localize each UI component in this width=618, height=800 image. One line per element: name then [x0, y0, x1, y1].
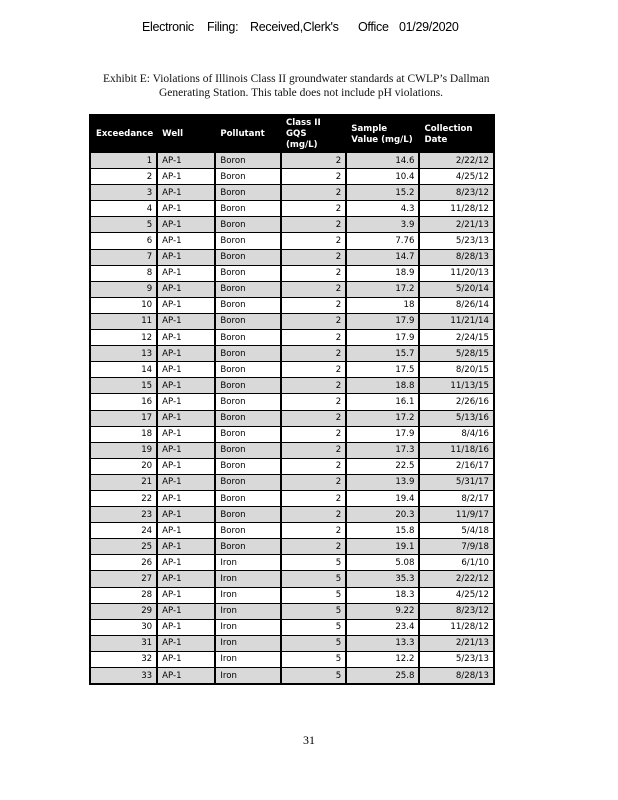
table-body	[90, 153, 494, 684]
cell-well: AP-1	[157, 394, 215, 410]
cell-sample-value: 10.4	[346, 169, 419, 185]
cell-pollutant: Iron	[215, 587, 281, 603]
cell-well: AP-1	[157, 362, 215, 378]
cell-well: AP-1	[157, 281, 215, 297]
table-row	[90, 394, 494, 410]
table-row	[90, 233, 494, 249]
cell-pollutant: Boron	[215, 394, 281, 410]
table-row	[90, 169, 494, 185]
cell-exceedance: 10	[90, 297, 157, 313]
table-row	[90, 490, 494, 506]
cell-exceedance: 7	[90, 249, 157, 265]
cell-well: AP-1	[157, 313, 215, 329]
filing-stamp-word-filing: Filing:	[207, 20, 239, 34]
cell-gqs: 2	[281, 362, 346, 378]
header-well	[157, 115, 215, 153]
cell-pollutant: Boron	[215, 201, 281, 217]
cell-well: AP-1	[157, 442, 215, 458]
header-sample-value	[346, 115, 419, 153]
cell-collection-date: 5/4/18	[419, 523, 494, 539]
cell-pollutant: Boron	[215, 330, 281, 346]
table-row	[90, 346, 494, 362]
cell-well: AP-1	[157, 668, 215, 685]
cell-well: AP-1	[157, 153, 215, 169]
cell-gqs: 2	[281, 539, 346, 555]
header-gqs-line1: Class II GQS	[285, 118, 321, 139]
cell-collection-date: 2/21/13	[419, 635, 494, 651]
cell-pollutant: Boron	[215, 539, 281, 555]
filing-stamp-word-electronic: Electronic	[142, 20, 194, 34]
cell-pollutant: Iron	[215, 571, 281, 587]
cell-collection-date: 8/20/15	[419, 362, 494, 378]
cell-sample-value: 14.6	[346, 153, 419, 169]
cell-well: AP-1	[157, 555, 215, 571]
cell-gqs: 2	[281, 169, 346, 185]
cell-exceedance: 26	[90, 555, 157, 571]
cell-sample-value: 15.7	[346, 346, 419, 362]
cell-gqs: 5	[281, 603, 346, 619]
cell-well: AP-1	[157, 426, 215, 442]
table-row	[90, 426, 494, 442]
cell-pollutant: Boron	[215, 490, 281, 506]
table-row	[90, 217, 494, 233]
cell-sample-value: 18.3	[346, 587, 419, 603]
cell-gqs: 2	[281, 297, 346, 313]
table-row	[90, 635, 494, 651]
cell-pollutant: Boron	[215, 153, 281, 169]
table-row	[90, 474, 494, 490]
cell-gqs: 2	[281, 281, 346, 297]
cell-well: AP-1	[157, 651, 215, 667]
cell-exceedance: 33	[90, 668, 157, 685]
cell-pollutant: Boron	[215, 523, 281, 539]
filing-stamp-word-office: Office	[358, 20, 389, 34]
cell-collection-date: 8/28/13	[419, 249, 494, 265]
cell-gqs: 2	[281, 394, 346, 410]
cell-gqs: 5	[281, 651, 346, 667]
exceedance-table	[89, 114, 495, 685]
header-exceedance	[90, 115, 157, 153]
header-exceedance-label: Exceedance	[96, 129, 154, 139]
cell-collection-date: 11/18/16	[419, 442, 494, 458]
cell-well: AP-1	[157, 523, 215, 539]
cell-well: AP-1	[157, 249, 215, 265]
cell-sample-value: 23.4	[346, 619, 419, 635]
header-gqs-line2: (mg/L)	[285, 140, 318, 150]
cell-collection-date: 8/23/12	[419, 185, 494, 201]
table-row	[90, 539, 494, 555]
table-row	[90, 619, 494, 635]
cell-sample-value: 19.4	[346, 490, 419, 506]
cell-pollutant: Iron	[215, 668, 281, 685]
cell-exceedance: 2	[90, 169, 157, 185]
cell-exceedance: 20	[90, 458, 157, 474]
cell-exceedance: 6	[90, 233, 157, 249]
cell-collection-date: 8/2/17	[419, 490, 494, 506]
cell-exceedance: 18	[90, 426, 157, 442]
cell-pollutant: Boron	[215, 313, 281, 329]
cell-sample-value: 13.9	[346, 474, 419, 490]
cell-sample-value: 7.76	[346, 233, 419, 249]
cell-gqs: 2	[281, 313, 346, 329]
table-row	[90, 651, 494, 667]
cell-sample-value: 17.5	[346, 362, 419, 378]
header-collection-date	[419, 115, 494, 153]
cell-pollutant: Boron	[215, 474, 281, 490]
cell-pollutant: Boron	[215, 281, 281, 297]
cell-well: AP-1	[157, 587, 215, 603]
caption-line-1: Exhibit E: Violations of Illinois Class II groundwater standards at CWLP’s Dallman	[103, 73, 490, 85]
cell-exceedance: 24	[90, 523, 157, 539]
cell-exceedance: 29	[90, 603, 157, 619]
table-row	[90, 587, 494, 603]
cell-gqs: 2	[281, 410, 346, 426]
cell-sample-value: 4.3	[346, 201, 419, 217]
cell-pollutant: Iron	[215, 603, 281, 619]
cell-sample-value: 14.7	[346, 249, 419, 265]
cell-exceedance: 19	[90, 442, 157, 458]
caption-line-2: Generating Station. This table does not include pH violations.	[159, 87, 444, 99]
table-row	[90, 330, 494, 346]
cell-well: AP-1	[157, 635, 215, 651]
cell-sample-value: 22.5	[346, 458, 419, 474]
cell-exceedance: 25	[90, 539, 157, 555]
cell-gqs: 5	[281, 668, 346, 685]
cell-gqs: 2	[281, 378, 346, 394]
cell-exceedance: 12	[90, 330, 157, 346]
cell-exceedance: 22	[90, 490, 157, 506]
cell-pollutant: Boron	[215, 217, 281, 233]
cell-collection-date: 11/21/14	[419, 313, 494, 329]
cell-gqs: 5	[281, 635, 346, 651]
cell-collection-date: 11/28/12	[419, 201, 494, 217]
cell-well: AP-1	[157, 539, 215, 555]
header-date-line1: Collection	[424, 123, 473, 134]
cell-pollutant: Iron	[215, 555, 281, 571]
cell-gqs: 2	[281, 201, 346, 217]
table-row	[90, 442, 494, 458]
cell-collection-date: 5/31/17	[419, 474, 494, 490]
table-row	[90, 297, 494, 313]
cell-gqs: 2	[281, 185, 346, 201]
cell-exceedance: 13	[90, 346, 157, 362]
cell-sample-value: 17.9	[346, 330, 419, 346]
cell-pollutant: Boron	[215, 442, 281, 458]
cell-collection-date: 8/28/13	[419, 668, 494, 685]
cell-collection-date: 5/20/14	[419, 281, 494, 297]
cell-pollutant: Boron	[215, 378, 281, 394]
cell-exceedance: 32	[90, 651, 157, 667]
cell-well: AP-1	[157, 410, 215, 426]
table-row	[90, 555, 494, 571]
exhibit-caption	[103, 72, 533, 100]
cell-sample-value: 35.3	[346, 571, 419, 587]
table-row	[90, 571, 494, 587]
cell-gqs: 5	[281, 555, 346, 571]
cell-sample-value: 15.8	[346, 523, 419, 539]
cell-collection-date: 8/4/16	[419, 426, 494, 442]
table-header	[90, 115, 494, 153]
table-row	[90, 410, 494, 426]
cell-pollutant: Boron	[215, 410, 281, 426]
cell-well: AP-1	[157, 330, 215, 346]
cell-gqs: 2	[281, 474, 346, 490]
cell-well: AP-1	[157, 201, 215, 217]
cell-exceedance: 27	[90, 571, 157, 587]
cell-collection-date: 11/28/12	[419, 619, 494, 635]
cell-exceedance: 14	[90, 362, 157, 378]
cell-sample-value: 13.3	[346, 635, 419, 651]
cell-collection-date: 2/16/17	[419, 458, 494, 474]
cell-collection-date: 6/1/10	[419, 555, 494, 571]
cell-exceedance: 4	[90, 201, 157, 217]
cell-well: AP-1	[157, 346, 215, 362]
cell-sample-value: 5.08	[346, 555, 419, 571]
cell-pollutant: Iron	[215, 635, 281, 651]
cell-well: AP-1	[157, 169, 215, 185]
cell-gqs: 2	[281, 346, 346, 362]
cell-sample-value: 3.9	[346, 217, 419, 233]
table-row	[90, 313, 494, 329]
header-sample-line1: Sample	[351, 123, 388, 134]
cell-gqs: 2	[281, 330, 346, 346]
table-row	[90, 281, 494, 297]
cell-collection-date: 2/24/15	[419, 330, 494, 346]
cell-gqs: 5	[281, 587, 346, 603]
cell-well: AP-1	[157, 265, 215, 281]
cell-exceedance: 30	[90, 619, 157, 635]
cell-sample-value: 9.22	[346, 603, 419, 619]
cell-well: AP-1	[157, 217, 215, 233]
cell-collection-date: 2/26/16	[419, 394, 494, 410]
cell-collection-date: 2/22/12	[419, 571, 494, 587]
cell-pollutant: Boron	[215, 458, 281, 474]
cell-gqs: 2	[281, 265, 346, 281]
cell-well: AP-1	[157, 378, 215, 394]
cell-sample-value: 25.8	[346, 668, 419, 685]
table-row	[90, 458, 494, 474]
cell-collection-date: 5/23/13	[419, 651, 494, 667]
cell-collection-date: 8/26/14	[419, 297, 494, 313]
cell-pollutant: Boron	[215, 297, 281, 313]
cell-pollutant: Boron	[215, 346, 281, 362]
filing-stamp-date: 01/29/2020	[399, 20, 459, 34]
table-row	[90, 362, 494, 378]
cell-exceedance: 11	[90, 313, 157, 329]
cell-well: AP-1	[157, 297, 215, 313]
cell-collection-date: 4/25/12	[419, 587, 494, 603]
cell-well: AP-1	[157, 571, 215, 587]
cell-sample-value: 15.2	[346, 185, 419, 201]
table-row	[90, 523, 494, 539]
filing-stamp-word-received: Received,Clerk's	[250, 20, 339, 34]
cell-gqs: 2	[281, 153, 346, 169]
cell-well: AP-1	[157, 474, 215, 490]
header-gqs	[281, 115, 346, 153]
cell-sample-value: 18.8	[346, 378, 419, 394]
cell-gqs: 2	[281, 507, 346, 523]
cell-exceedance: 5	[90, 217, 157, 233]
table-row	[90, 668, 494, 685]
cell-collection-date: 5/28/15	[419, 346, 494, 362]
cell-collection-date: 4/25/12	[419, 169, 494, 185]
cell-pollutant: Boron	[215, 507, 281, 523]
cell-gqs: 2	[281, 523, 346, 539]
cell-collection-date: 2/21/13	[419, 217, 494, 233]
header-sample-line2: Value (mg/L)	[351, 134, 413, 145]
cell-sample-value: 17.3	[346, 442, 419, 458]
page-number: 31	[303, 733, 315, 747]
cell-collection-date: 11/13/15	[419, 378, 494, 394]
cell-well: AP-1	[157, 185, 215, 201]
header-pollutant-label: Pollutant	[220, 129, 265, 139]
cell-exceedance: 17	[90, 410, 157, 426]
cell-exceedance: 8	[90, 265, 157, 281]
cell-pollutant: Iron	[215, 619, 281, 635]
cell-sample-value: 18	[346, 297, 419, 313]
cell-gqs: 5	[281, 571, 346, 587]
header-date-line2: Date	[424, 134, 448, 145]
table-row	[90, 185, 494, 201]
cell-exceedance: 31	[90, 635, 157, 651]
cell-well: AP-1	[157, 507, 215, 523]
cell-exceedance: 3	[90, 185, 157, 201]
cell-pollutant: Boron	[215, 249, 281, 265]
cell-sample-value: 17.9	[346, 313, 419, 329]
cell-sample-value: 16.1	[346, 394, 419, 410]
cell-well: AP-1	[157, 603, 215, 619]
cell-gqs: 2	[281, 426, 346, 442]
cell-well: AP-1	[157, 458, 215, 474]
table-row	[90, 265, 494, 281]
table-row	[90, 507, 494, 523]
cell-gqs: 2	[281, 233, 346, 249]
cell-sample-value: 20.3	[346, 507, 419, 523]
cell-exceedance: 16	[90, 394, 157, 410]
cell-well: AP-1	[157, 619, 215, 635]
cell-pollutant: Boron	[215, 185, 281, 201]
cell-pollutant: Boron	[215, 169, 281, 185]
cell-sample-value: 19.1	[346, 539, 419, 555]
cell-pollutant: Boron	[215, 265, 281, 281]
table-row	[90, 153, 494, 169]
cell-exceedance: 28	[90, 587, 157, 603]
cell-pollutant: Boron	[215, 362, 281, 378]
cell-sample-value: 17.2	[346, 410, 419, 426]
cell-collection-date: 2/22/12	[419, 153, 494, 169]
cell-collection-date: 8/23/12	[419, 603, 494, 619]
cell-gqs: 2	[281, 490, 346, 506]
cell-pollutant: Boron	[215, 233, 281, 249]
cell-exceedance: 9	[90, 281, 157, 297]
table-row	[90, 603, 494, 619]
cell-gqs: 2	[281, 458, 346, 474]
cell-collection-date: 7/9/18	[419, 539, 494, 555]
cell-sample-value: 17.2	[346, 281, 419, 297]
cell-collection-date: 11/9/17	[419, 507, 494, 523]
cell-pollutant: Boron	[215, 426, 281, 442]
cell-exceedance: 15	[90, 378, 157, 394]
table-row	[90, 378, 494, 394]
header-row	[90, 115, 494, 153]
cell-well: AP-1	[157, 233, 215, 249]
table-row	[90, 249, 494, 265]
cell-gqs: 2	[281, 442, 346, 458]
header-well-label: Well	[162, 129, 184, 139]
cell-gqs: 2	[281, 249, 346, 265]
cell-exceedance: 21	[90, 474, 157, 490]
cell-gqs: 2	[281, 217, 346, 233]
cell-well: AP-1	[157, 490, 215, 506]
cell-collection-date: 11/20/13	[419, 265, 494, 281]
header-pollutant	[215, 115, 281, 153]
cell-collection-date: 5/23/13	[419, 233, 494, 249]
cell-sample-value: 12.2	[346, 651, 419, 667]
cell-sample-value: 17.9	[346, 426, 419, 442]
table-row	[90, 201, 494, 217]
cell-sample-value: 18.9	[346, 265, 419, 281]
cell-exceedance: 23	[90, 507, 157, 523]
cell-pollutant: Iron	[215, 651, 281, 667]
cell-collection-date: 5/13/16	[419, 410, 494, 426]
cell-gqs: 5	[281, 619, 346, 635]
cell-exceedance: 1	[90, 153, 157, 169]
